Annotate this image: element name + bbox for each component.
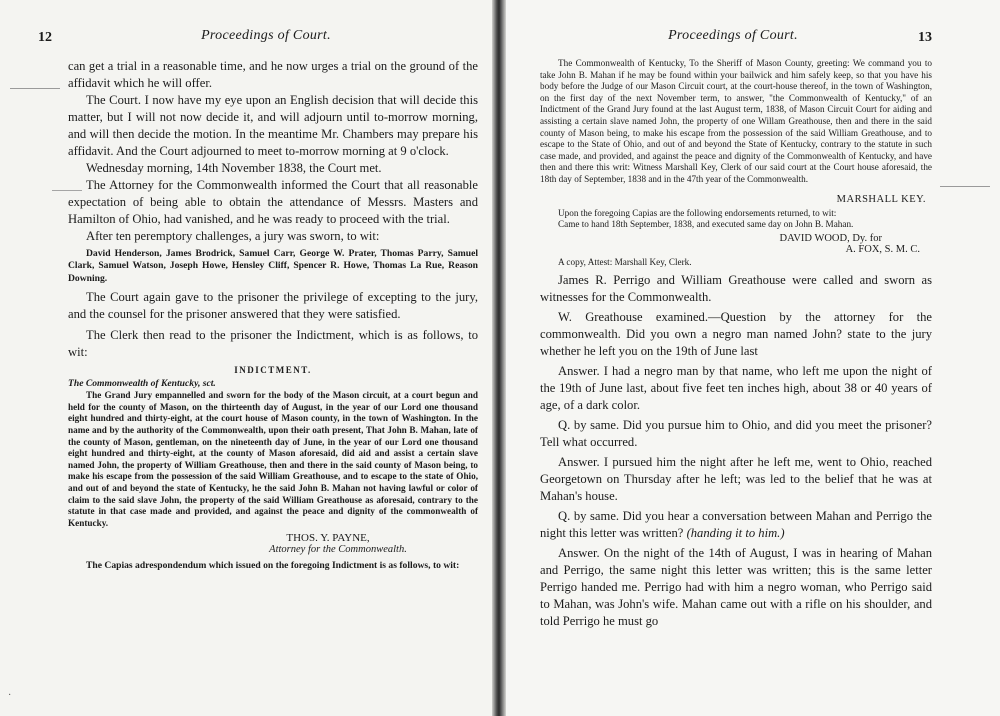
scan-artifact-line: [940, 186, 990, 187]
paragraph: After ten peremptory challenges, a jury was sworn, to wit:: [86, 229, 380, 243]
endorsement-intro: Upon the foregoing Capias are the following endorsements returned, to wit:: [558, 207, 837, 218]
paragraph: Answer. On the night of the 14th of August, I was in hearing of Mahan and Perrigo, the same night this letter was written; this is the same letter Perrigo handed me. Perrigo had with him a negro woman, who Perrigo said to Mahan, was John's wife. Mahan came out with a rifle on his shoulder, and told Perrigo he must go: [540, 546, 932, 629]
scan-artifact-line: [10, 88, 60, 89]
paragraph: W. Greathouse examined.—Question by the attorney for the commonwealth. Did you own a negro man named John? state to the jury whether he left you on the 19th of June last: [540, 310, 932, 359]
signature-name: THOS. Y. PAYNE,: [286, 532, 370, 545]
attest-line: A copy, Attest: Marshall Key, Clerk.: [558, 256, 692, 267]
sheriff-line: A. FOX, S. M. C.: [845, 243, 920, 255]
running-head: Proceedings of Court.: [668, 28, 798, 43]
scan-mark: ·: [8, 690, 12, 701]
question-aside: (handing it to him.): [686, 526, 785, 541]
endorsement-text: Came to hand 18th September, 1838, and executed same day on John B. Mahan.: [558, 219, 854, 230]
indictment-text: The Grand Jury empannelled and sworn for the body of the Mason circuit, at a court begun and held for the county of Mason, on the thirteenth day of August, in the year of our Lord one thousand eight hundred and thirty-eight, at the court house of Mason county, in the town of Washington. In the name and by the authority of the Commonwealth, upon their oath present, That John B. Mahan, late of the county of Mason, gentleman, on the nineteenth day of June, in the year of our Lord one thousand eight hundred and thirty-eight, at the county of Mason aforesaid, did aid and assist a certain slave named John, the property of William Greathouse, then and there in the said county of Mason being, to make his escape from the possession of the said William Greathouse, and to escape to the state of Ohio, and out of and beyond the state of Kentucky, he the said John B. Mahan not having lawful or color of claim to the said slave John, the property of the said William Greathouse as aforesaid, contrary to the statute in that case made and provided, and against the peace and dignity of the commonwealth of Kentucky.: [68, 390, 478, 528]
paragraph: The Clerk then read to the prisoner the Indictment, which is as follows, to wit:: [68, 327, 478, 359]
page-number: 12: [38, 30, 52, 45]
paragraph: can get a trial in a reasonable time, and he now urges a trial on the ground of the affidavit which he will offer.: [68, 59, 478, 90]
deputy-line: DAVID WOOD, Dy. for: [779, 232, 882, 244]
paragraph: The Court again gave to the prisoner the privilege of excepting to the jury, and the counsel for the prisoner answered that they were satisfied.: [68, 289, 478, 321]
left-page-header: [0, 30, 492, 48]
page-number: 13: [918, 30, 932, 45]
paragraph: The Attorney for the Commonwealth informed the Court that all reasonable expectation of being able to obtain the attendance of Messrs. Masters and Hamilton of Ohio, had vanished, and he was ready to proceed with the trial.: [68, 178, 478, 226]
question-text: Q. by same. Did you hear a conversation between Mahan and Perrigo the night this letter was written?: [540, 509, 932, 541]
paragraph: Answer. I had a negro man by that name, who left me upon the night of the 19th of June last, about five feet ten inches high, about 38 or 40 years of age, of a dark color.: [540, 364, 932, 413]
paragraph: The Court. I now have my eye upon an English decision that will decide this matter, but I will not now decide it, and will adjourn until to-morrow morning, and will then decide the motion. In the meantime Mr. Chambers may prepare his affidavit. And the Court adjourned to meet to-morrow morning at 9 o'clock.: [68, 93, 478, 158]
scan-artifact-line: [52, 190, 82, 191]
paragraph: Answer. I pursued him the night after he left me, went to Ohio, reached Georgetown on Thursday after he left; was led to the belief that he was at Mahan's house.: [540, 455, 932, 504]
indictment-caption: The Commonwealth of Kentucky, sct.: [68, 377, 216, 389]
paragraph: James R. Perrigo and William Greathouse were called and sworn as witnesses for the Commonwealth.: [540, 273, 932, 305]
right-page-header: [506, 30, 1000, 48]
writ-signature: MARSHALL KEY.: [836, 193, 926, 205]
jury-list: David Henderson, James Brodrick, Samuel Carr, George W. Prater, Thomas Parry, Samuel Clark, Samuel Watson, Joseph Howe, Hensley Cliff, Spencer R. Howe, Thomas La Rue, Reason Downing.: [68, 248, 478, 284]
indictment-heading: INDICTMENT.: [234, 364, 312, 375]
left-page-body: [68, 58, 478, 573]
book-gutter: [492, 0, 506, 716]
writ-text: The Commonwealth of Kentucky, To the Sheriff of Mason County, greeting: We command you to take John B. Mahan if he may be found within your bailwick and him safely keep, so that you have his body before the Judge of our Mason Circuit court, at the court-house thereof, in the town of Washington, on the first day of the next November term, to answer, "the Commonwealth of Kentucky," of an Indictment of the Grand Jury found at the last August term, 1838, of Mason Circuit Court for aiding and assisting a certain slave named John, the property of one Willam Greathouse, then and there in the said county of Mason being, to make his escape from the possession of the said William Greathouse, and to escape to the State of Ohio, and out of and beyond the State of Kentucky, contrary to the statute in such case made, and provided, and against the peace and dignity of the Commonwealth of Kentucky, and have then and there this writ: Witness Marshall Key, Clerk of our said court at the Court house aforesaid, the 18th day of September, 1838 and in the 47th year of the Commonwealth.: [540, 58, 932, 184]
capias-intro: The Capias adrespondendum which issued on the foregoing Indictment is as follows, to wit:: [86, 560, 460, 572]
signature-title: Attorney for the Commonwealth.: [269, 544, 407, 556]
paragraph: Q. by same. Did you pursue him to Ohio, and did you meet the prisoner? Tell what occurred.: [540, 418, 932, 450]
right-page-body: [540, 58, 932, 630]
running-head: Proceedings of Court.: [201, 28, 331, 43]
paragraph: Wednesday morning, 14th November 1838, the Court met.: [86, 161, 382, 175]
question-paragraph: [540, 508, 932, 542]
right-page: [506, 0, 1000, 716]
left-page: [0, 0, 492, 716]
